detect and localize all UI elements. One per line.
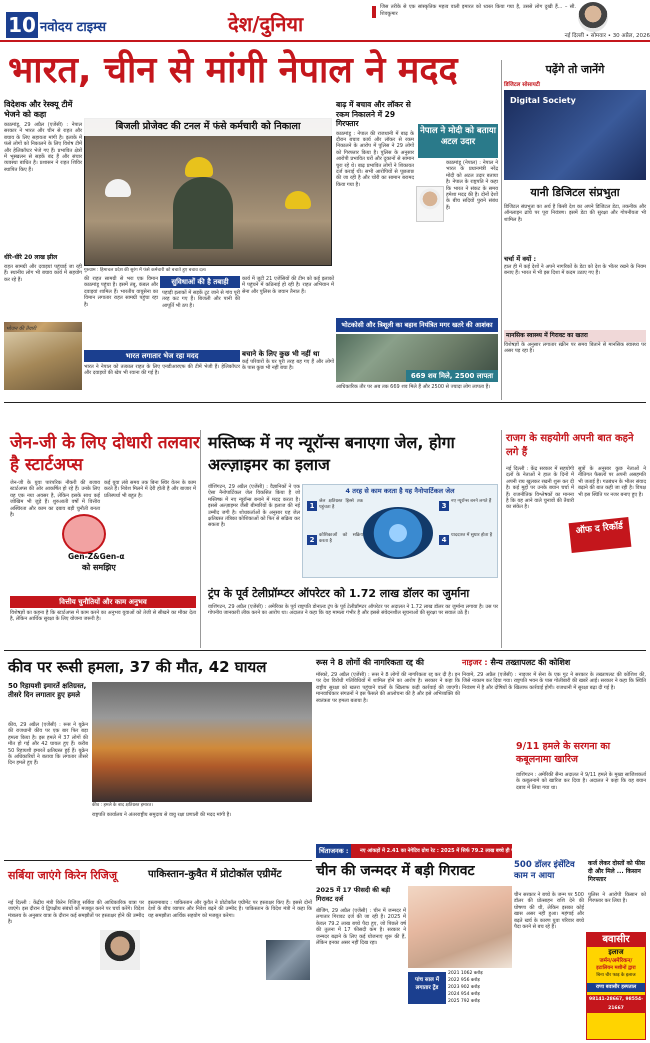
ad-line2: जर्मन/अमेरिकन/ [599, 958, 633, 964]
niger-label: नाइजर : [462, 658, 488, 667]
china-trend-box [408, 970, 512, 1006]
ad-line3: इटालियन मशीनों द्वारा [596, 965, 636, 971]
ad-line4: बिना चीर फाड़ के इलाज [596, 973, 636, 978]
tunnel-photo-credit: गुरुग्राम : हिमाचल प्रदेश की सुरंग में फंसे कर्मचारी को बचाते हुए बचाव दल। [84, 268, 207, 273]
kyiv-body-2: राष्ट्रपति कार्यालय ने अंतरराष्ट्रीय समुदाय से वायु रक्षा प्रणाली की मदद मांगी है। [92, 812, 232, 818]
worker-helmet [185, 157, 213, 177]
section-divider-3 [4, 860, 312, 861]
section-divider-1 [4, 402, 646, 403]
genz-body-2: कई युवा लंबे समय तक बिना स्थिर वेतन के काम करते हैं। निवेश मिलने में देरी होती है और बाजार में प्रतिस्पर्धा भी बहुत है। [104, 480, 196, 499]
pak-kuwait-headline: पाकिस्तान-कुवैत में प्रोटोकॉल एग्रीमेंट [148, 869, 282, 880]
brain-graphic [302, 484, 498, 578]
sidebar-body-2: हाल ही में कई देशों ने अपने नागरिकों के डेटा को देश के भीतर रखने के नियम बनाए हैं। भारत में भी इस दिशा में कदम उठाए गए हैं। [504, 264, 646, 277]
kyiv-photo [92, 682, 312, 802]
satellite-caption: 669 शव मिले, 2500 लापता [406, 370, 498, 382]
china-headline: चीन की जन्मदर में बड़ी गिरावट [316, 863, 475, 879]
niger-headline-wrap [462, 656, 602, 670]
ticker [316, 844, 526, 858]
tunnel-photo-caption: बिजली प्रोजेक्ट की टनल में फंसे कर्मचारी को निकाला [84, 118, 332, 136]
farmer-body: पुलिस ने आरोपी किसान को गिरफ्तार कर लिया है। [588, 892, 646, 905]
rescue-subhead: धीरे-धीरे 20 लाख झील [4, 254, 58, 261]
pak-kuwait-body: इस्लामाबाद : पाकिस्तान और कुवैत ने प्रोटोकॉल एग्रीमेंट पर हस्ताक्षर किए हैं। इससे दोनों देशों के बीच व्यापार और निवेश बढ़ने की उम्मीद है। पाकिस्तान के विदेश मंत्री ने कहा कि यह समझौता आर्थिक सहयोग को मजबूत करेगा। [148, 900, 312, 919]
quote-icon [372, 6, 376, 18]
genz-graphic [62, 514, 106, 554]
sidebar-body: डिजिटल संप्रभुता का अर्थ है किसी देश का अपने डिजिटल डेटा, तकनीक और ऑनलाइन ढांचे पर पूरा नियंत्रण। इसमें डेटा की सुरक्षा और गोपनीयता भी शामिल है। [504, 204, 646, 223]
dateline: नई दिल्ली • सोमवार • 30 अप्रैल, 2026 [564, 33, 650, 39]
genz-headline: जेन-जी के लिए दोधारी तलवार है स्टार्टअप्स [10, 433, 200, 475]
nepal-modi-body: काठमांडू (नेपाल) : नेपाल ने भारत के प्रधानमंत्री नरेंद्र मोदी को अटल उदार बताया है। नेपाल के राष्ट्रपति ने कहा कि भारत ने संकट के समय हमेशा मदद की है। दोनों देशों के बीच सदियों पुराने संबंध हैं। [446, 160, 498, 211]
digital-society-banner-text: Digital Society [510, 96, 576, 105]
section-divider-2 [4, 650, 646, 651]
sidebar-headline: यानी डिजिटल संप्रभुता [530, 186, 620, 199]
ad-line1: इलाज [608, 948, 624, 956]
step-3-text: नए न्यूरॉन्स बनने लगते हैं [451, 499, 492, 504]
trump-body: वाशिंगटन, 29 अप्रैल (एजेंसी) : अमेरिका के पूर्व राष्ट्रपति डोनाल्ड ट्रंप के पूर्व टेलीप्रॉम्प्टर ऑपरेटर पर अदालत ने 1.72 लाख डॉलर का जुर्माना लगाया है। उस पर गोपनीय जानकारी लीक करने का आरोप था। अदालत ने कहा कि यह मामला गंभीर है और इससे संवेदनशील सूचनाओं की सुरक्षा पर सवाल उठे हैं। [208, 604, 498, 617]
nda-headline: राजग के सहयोगी अपनी बात कहने लगे हैं [506, 433, 634, 458]
russia-headline: रूस ने 8 लोगों की नागरिकता रद्द की [316, 658, 424, 667]
india-help-headline: भारत लगातार भेज रहा मदद [84, 350, 240, 362]
header-quote: जिस तरीके से एक सांस्कृतिक महत्व वाली इमारत को ध्वस्त किया गया है, उससे लोग दुखी हैं... – सी. शिवकुमार [380, 4, 576, 17]
india-help-body: भारत ने नेपाल को तत्काल राहत के लिए एनडीआरएफ की टीमें भेजी हैं। हेलिकॉप्टर और दवाइयों की खेप भी रवाना की गई है। [84, 364, 240, 377]
ilm-body: वाशिंगटन : अमेरिकी सैन्य अदालत ने 9/11 हमले के मुख्य साजिशकर्ता के कबूलनामे को खारिज कर दिया है। अदालत ने कहा कि यह बयान दबाव में लिया गया था। [516, 772, 646, 791]
quote-person-photo [578, 2, 608, 32]
step-4-text: याददाश्त में सुधार होता है [451, 533, 493, 538]
page-number: 10 [6, 12, 38, 38]
china-row-4: 2024 954 करोड़ [448, 992, 480, 997]
kyiv-subhead: 50 रिहायशी इमारतें क्षतिग्रस्त, तीसरे दिन लगातार हुए हमले [8, 682, 87, 699]
genz-badge-line2: को समझिए [82, 563, 116, 572]
china-trend-label: पांच साल में लगातार ट्रेंड [408, 972, 446, 1004]
china-row-3: 2023 902 करोड़ [448, 985, 480, 990]
nepal-modi-headline: नेपाल ने मोदी को बताया अटल उदार [418, 124, 498, 158]
sidebar-title: पढ़ेंगे तो जानेंगे [545, 63, 605, 76]
facilities-body-left: की राहत सामग्री से भरा एक विमान काठमांडू पहुंचा है। इसमें तंबू, कंबल और दवाइयां शामिल हैं। भारतीय वायुसेना का विमान लगातार राहत सामग्री पहुंचा रहा है। [84, 276, 158, 308]
tunnel-photo-frame [84, 118, 332, 266]
rijiju-photo [100, 930, 140, 970]
china-row-2: 2022 956 करोड़ [448, 978, 480, 983]
facilities-body-right: पहाड़ी इलाकों में सड़कें टूट जाने से गांव पूरी तरह कट गए हैं। बिजली और पानी की आपूर्ति भी ठप है। [162, 290, 240, 309]
rijiju-body: नई दिल्ली : केंद्रीय मंत्री किरेन रिजिजू सर्बिया की आधिकारिक यात्रा पर जाएंगे। इस दौरान वे द्विपक्षीय संबंधों को मजबूत करने पर चर्चा करेंगे। विदेश मंत्रालय के अनुसार यात्रा के दौरान कई समझौतों पर हस्ताक्षर होने की उम्मीद है। [8, 900, 144, 926]
section-title: देश/दुनिया [228, 12, 304, 36]
flood-headline: बाढ़ में बचाव और लॉकर से रकम निकालने में 29 गिरफ्तार [336, 100, 411, 128]
paper-name: नवोदय टाइम्स [40, 20, 107, 35]
genz-badge-line1: Gen-Z&Gen-α [68, 552, 125, 561]
rescue-headline: विदेशक और रेस्क्यू टीमें भेजने को कहा [4, 100, 73, 119]
flood-story [336, 100, 414, 320]
brain-body-left: वॉशिंगटन, 29 अप्रैल (एजेंसी) : वैज्ञानिकों ने एक ऐसा नैनोपार्टिकल जेल विकसित किया है जो मस्तिष्क में नए न्यूरॉन्स बनाने में मदद करता है। इससे अल्ज़ाइमर जैसी बीमारियों के इलाज की नई उम्मीद जगी है। शोधकर्ताओं के अनुसार यह जेल क्षतिग्रस्त तंत्रिका कोशिकाओं को फिर से सक्रिय कर सकता है। [208, 484, 300, 529]
facilities-box [84, 276, 240, 346]
nda-body-2: सूत्रों के अनुसार कुछ नेताओं ने नीतिगत फैसलों पर अपनी असहमति भी जताई है। गठबंधन के भीतर संवाद बढ़ाने की बात कही जा रही है। विपक्ष भी इस स्थिति पर नजर बनाए हुए है। [578, 466, 646, 498]
russia-body: मॉस्को, 29 अप्रैल (एजेंसी) : रूस ने 8 लोगों की नागरिकता रद्द कर दी है। इन पर देश विरोधी गतिविधियों में शामिल होने का आरोप है। सरकार ने कहा कि राष्ट्रीय सुरक्षा को खतरा पहुंचाने वालों के खिलाफ कड़ी कार्रवाई की जाएगी। मानवाधिकार संगठनों ने इस फैसले की आलोचना की है और इसे अभिव्यक्ति की स्वतंत्रता पर हमला बताया है। [316, 672, 460, 704]
sidebar [504, 60, 646, 400]
ticker-text: नए आंकड़ों में 2.41 का नेगेटिव ग्रोथ रेट : 2025 में सिर्फ 79.2 लाख बच्चे ही पैदा हुए [360, 848, 526, 854]
digital-society-banner [504, 90, 646, 180]
ilm-headline: 9/11 हमले के सरगना का कबूलनामा खारिज [516, 741, 611, 765]
niger-body: नियामे, 29 अप्रैल (एजेंसी) : नाइजर में सेना के एक गुट ने सरकार के तख्तापलट की कोशिश की, जिसे नाकाम कर दिया गया। राष्ट्रपति भवन के पास गोलीबारी की खबरें आईं। सरकार ने कहा कि स्थिति नियंत्रण में है और दोषियों के खिलाफ कार्रवाई होगी। राजधानी में सुरक्षा बढ़ा दी गई है। [462, 672, 646, 691]
lead-headline: भारत, चीन से मांगी नेपाल ने मदद [8, 50, 458, 91]
china-bonus-headline: 500 डॉलर इंसेंटिव काम न आया [514, 860, 575, 881]
kyiv-headline: कीव पर रूसी हमला, 37 की मौत, 42 घायल [8, 658, 267, 676]
satellite-headline: भोटकोसी और त्रिशूली का बहाव नियंत्रित मगर खतरे की आशंका [336, 318, 498, 332]
rescue-body-2: राहत सामग्री और दवाइयां पहुंचाई जा रही हैं। स्थानीय लोग भी बचाव कार्य में सहयोग कर रहे हैं। [4, 264, 82, 283]
baby-photo [408, 886, 512, 968]
sidebar-day-label: डिजिटल सोसायटी [504, 82, 540, 88]
step-4-marker: 4 [439, 535, 449, 545]
satellite-body: आधिकारिक तौर पर अब तक 669 शव मिले हैं और 2500 से ज्यादा लोग लापता हैं। [336, 384, 491, 390]
farmer-headline-visible: कर्ज लेकर दोस्तों को फीस दी और मिले ... किसान गिरफ्तार [588, 860, 645, 883]
sidebar-subhead-2: मानसिक स्वास्थ्य में गिरावट का खतरा [504, 330, 646, 342]
genz-subhead: वित्तीय चुनौतियों और काम अनुभव [10, 596, 196, 608]
china-row-1: 2021 1062 करोड़ [448, 971, 483, 976]
ad-line5: राणा बवासीर हस्पताल [587, 983, 645, 992]
nothing-to-save-headline: बचाने के लिए कुछ भी नहीं था [242, 350, 320, 358]
rescue-body: काठमांडू, 29 अप्रैल (एजेंसी) : नेपाल सरकार ने भारत और चीन से राहत और बचाव के लिए सहायता मांगी है। इलाके में फंसे लोगों को निकालने के लिए विशेष टीमें और हेलिकॉप्टर भेजे गए हैं। प्रभावित क्षेत्रों में भूस्खलन से सड़कें बंद हैं और संचार व्यवस्था बाधित है। प्रशासन ने राहत शिविर स्थापित किए हैं। [4, 122, 82, 173]
genz-body-3: विशेषज्ञों का कहना है कि स्टार्टअप्स में काम करने का अनुभव युवाओं को तेजी से सीखने का मौका देता है, लेकिन आर्थिक सुरक्षा के लिए योजना जरूरी है। [10, 610, 196, 623]
help-box [242, 276, 334, 346]
nda-body-1: नई दिल्ली : केंद्र सरकार में सहयोगी दलों के नेताओं ने हाल के दिनों में अपनी राय खुलकर रखनी शुरू कर दी है। कई मुद्दों पर उनके बयान चर्चा में हैं। राजनीतिक विश्लेषकों का मानना है कि यह आने वाले चुनावों की तैयारी का संकेत है। [506, 466, 574, 511]
trump-headline: ट्रंप के पूर्व टेलीप्रॉम्प्टर ऑपरेटर को 1.72 लाख डॉलर का जुर्माना [208, 587, 470, 600]
brain-headline: मस्तिष्क में नए न्यूरॉन्स बनाएगा जेल, होगा अल्ज़ाइमर का इलाज [208, 433, 455, 474]
worker-body [173, 177, 233, 249]
sidebar-divider [501, 60, 502, 400]
masthead [0, 0, 650, 40]
ad-phone: 98141-28667, 98554-21667 [587, 995, 645, 1013]
rescue-story [4, 100, 82, 350]
brain-graphic-title: 4 तरह से काम करता है यह नैनोपार्टिकल जेल [345, 487, 455, 495]
off-record-badge: ऑफ द रिकॉर्ड [569, 517, 632, 553]
food-photo-full [4, 332, 82, 390]
facilities-headline: सुविधाओं की है तबाही [160, 276, 240, 288]
niger-headline: सैन्य तख्तापलट की कोशिश [490, 658, 571, 667]
china-bonus-body: चीन सरकार ने बच्चे के जन्म पर 500 डॉलर की प्रोत्साहन राशि देने की घोषणा की थी, लेकिन इसका कोई खास असर नहीं हुआ। महंगाई और बढ़ते खर्च के कारण युवा परिवार बच्चे पैदा करने से बच रहे हैं। [514, 892, 584, 931]
step-3-marker: 3 [439, 501, 449, 511]
step-2-text: कोशिकाओं को सक्रिय करता है [319, 533, 363, 544]
china-subhead: 2025 में 17 फीसदी की बड़ी गिरावट दर्ज [316, 886, 391, 903]
india-help-box [84, 350, 240, 396]
ad-box [586, 932, 646, 1040]
masthead-rule [0, 40, 650, 42]
china-body: बीजिंग, 29 अप्रैल (एजेंसी) : चीन में जन्मदर में लगातार गिरावट दर्ज की जा रही है। 2025 में केवल 79.2 लाख बच्चे पैदा हुए, जो पिछले वर्ष की तुलना में 17 फीसदी कम है। सरकार ने जन्मदर बढ़ाने के लिए कई योजनाएं शुरू की हैं, लेकिन इनका असर नहीं दिख रहा। [316, 908, 406, 947]
ad-title: बवासीर [587, 933, 645, 947]
kyiv-caption: कीव : हमले के बाद क्षतिग्रस्त इमारत। [92, 803, 153, 808]
pak-kuwait-photo [266, 940, 310, 980]
food-caption: भोजन की तैयारी [6, 326, 36, 332]
rahul-divider [501, 430, 502, 648]
flood-body: काठमांडू : नेपाल की राजधानी में बाढ़ के दौरान बचाव कार्य और लॉकर से रकम निकालने के आरोप में पुलिस ने 29 लोगों को गिरफ्तार किया है। पुलिस के अनुसार आरोपी प्रभावित घरों और दुकानों से सामान चुरा रहे थे। बाढ़ प्रभावित लोगों ने शिकायत दर्ज कराई थी। सभी आरोपियों से पूछताछ की जा रही है और चोरी का सामान बरामद किया गया है। [336, 130, 414, 188]
genz-divider [200, 430, 201, 648]
ticker-label: चिंताजनक : [316, 844, 351, 858]
step-1-text: जेल क्षतिग्रस्त हिस्से तक पहुंचता है [319, 499, 363, 510]
sidebar-subhead: चर्चा में क्यों : [504, 255, 537, 263]
rescuer2-helmet [285, 191, 311, 209]
rescuer-helmet [105, 179, 131, 197]
rijiju-headline: सर्बिया जाएंगे किरेन रिजिजू [8, 869, 117, 882]
china-row-5: 2025 792 करोड़ [448, 999, 480, 1004]
brain-image [363, 507, 433, 559]
nothing-to-save-box [242, 350, 334, 396]
kyiv-body: कीव, 29 अप्रैल (एजेंसी) : रूस ने यूक्रेन की राजधानी कीव पर एक बार फिर बड़ा हमला किया है। इस हमले में 37 लोगों की मौत हो गई और 42 घायल हुए हैं। करीब 50 रिहायशी इमारतें क्षतिग्रस्त हुई हैं। यूक्रेन के अधिकारियों ने बताया कि लगातार तीसरे दिन हमले हुए हैं। [8, 722, 88, 767]
genz-body-1: जेन-जी के युवा पारंपरिक नौकरी की बजाय स्टार्टअप्स की ओर आकर्षित हो रहे हैं। उनके लिए यह एक नया अवसर है, लेकिन इसके साथ कई जोखिम भी जुड़े हैं। शुरुआती वर्षों में वित्तीय अस्थिरता और काम का दबाव बड़ी चुनौती बनता है। [10, 480, 100, 519]
help-body: कार्य में जुटी 21 एजेंसियों की टीम को कई इलाकों में पहुंचने में कठिनाई हो रही है। राहत अभियान में सेना और पुलिस के जवान तैनात हैं। [242, 276, 334, 295]
sidebar-body-3: विशेषज्ञों के अनुसार लगातार स्क्रीन पर समय बिताने से मानसिक स्वास्थ्य पर असर पड़ रहा है। [504, 342, 646, 355]
step-2-marker: 2 [307, 535, 317, 545]
nothing-to-save-body: कई परिवारों के घर पूरी तरह बह गए हैं और लोगों के पास कुछ भी नहीं बचा है। [242, 359, 334, 372]
step-1-marker: 1 [307, 501, 317, 511]
satellite-photo [336, 334, 498, 382]
